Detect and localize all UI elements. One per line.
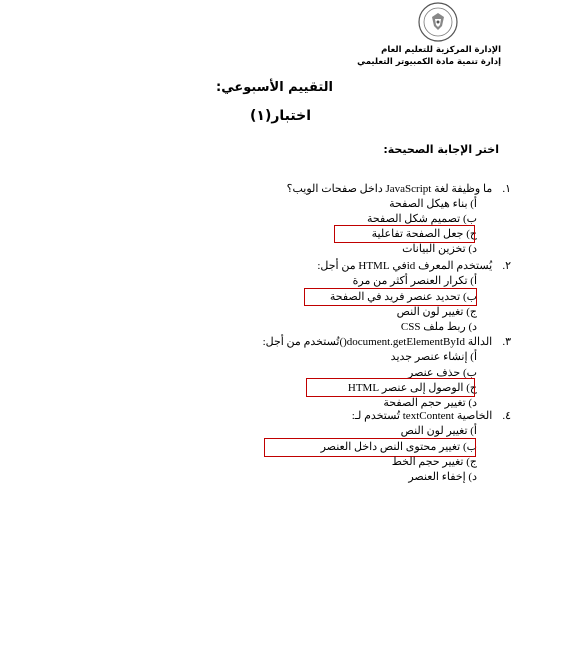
option-1a: أ) بناء هيكل الصفحة bbox=[389, 198, 477, 210]
option-3a: أ) إنشاء عنصر جديد bbox=[390, 351, 477, 363]
question-number: ٤. bbox=[502, 410, 511, 422]
option-4b: ب) تغيير محتوى النص داخل العنصر bbox=[320, 441, 477, 453]
question-number: ٣. bbox=[502, 336, 511, 348]
option-4d: د) إخفاء العنصر bbox=[408, 471, 477, 483]
option-2c: ج) تغيير لون النص bbox=[396, 306, 477, 318]
question-number: ٢. bbox=[502, 260, 511, 272]
option-2b: ب) تحديد عنصر فريد في الصفحة bbox=[329, 291, 477, 303]
question-number: ١. bbox=[502, 183, 511, 195]
option-3b: ب) حذف عنصر bbox=[408, 367, 477, 379]
option-2a: أ) تكرار العنصر أكثر من مرة bbox=[352, 275, 477, 287]
option-2d: د) ربط ملف CSS bbox=[400, 321, 477, 333]
answer-box-3 bbox=[306, 378, 475, 397]
answer-box-2 bbox=[304, 288, 477, 306]
question-1 bbox=[211, 182, 511, 196]
page-subtitle: اختبار(١) bbox=[250, 108, 311, 124]
header-line-2: إدارة تنمية مادة الكمبيوتر التعليمي bbox=[357, 57, 501, 67]
header-block bbox=[301, 44, 501, 68]
option-3c: ج) الوصول إلى عنصر HTML bbox=[347, 382, 477, 394]
option-1b: ب) تصميم شكل الصفحة bbox=[367, 213, 477, 225]
option-1d: د) تخزين البيانات bbox=[402, 243, 477, 255]
instruction-text: اختر الإجابة الصحيحة: bbox=[383, 143, 499, 156]
question-2 bbox=[211, 259, 511, 273]
option-3d: د) تغيير حجم الصفحة bbox=[383, 397, 477, 409]
question-4 bbox=[211, 409, 511, 423]
header-line-1: الإدارة المركزية للتعليم العام bbox=[381, 45, 501, 55]
option-4a: أ) تغيير لون النص bbox=[400, 425, 477, 437]
option-4c: ج) تغيير حجم الخط bbox=[391, 456, 477, 468]
page-title: التقييم الأسبوعي: bbox=[216, 80, 333, 95]
ministry-emblem-icon bbox=[418, 2, 458, 42]
answer-box-1 bbox=[334, 225, 475, 243]
option-1c: ج) جعل الصفحة تفاعلية bbox=[371, 228, 477, 240]
question-text: يُستخدم المعرف idفي HTML من أجل: bbox=[317, 260, 493, 272]
question-text: الخاصية textContent تُستخدم لـ: bbox=[351, 410, 493, 422]
question-text: الدالة document.getElementById()تُستخدم من أجل: bbox=[262, 336, 493, 348]
question-text: ما وظيفة لغة JavaScript داخل صفحات الويب؟ bbox=[286, 183, 493, 195]
question-3 bbox=[211, 335, 511, 349]
